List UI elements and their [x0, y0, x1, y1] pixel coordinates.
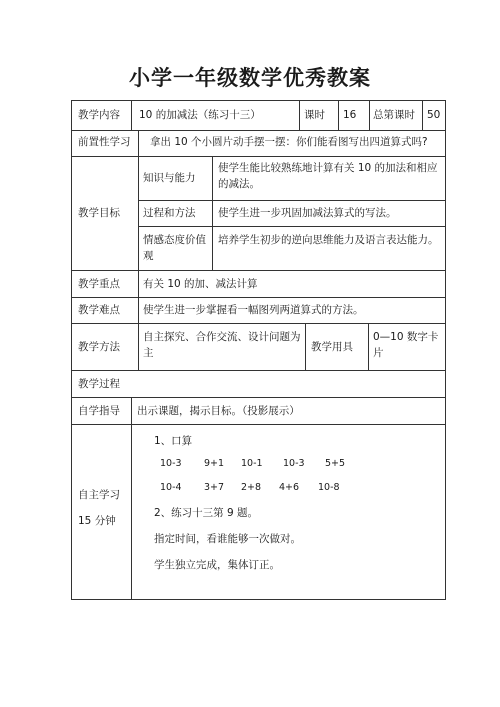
method-label: 教学方法 — [78, 341, 120, 353]
practice-title: 2、练习十三第 9 题。 — [154, 507, 259, 519]
guide-text: 出示课题，揭示目标。（投影展示） — [137, 405, 300, 417]
exercise-item: 10-1 — [241, 458, 263, 469]
key-point-text: 有关 10 的加、减法计算 — [143, 278, 258, 290]
total-label: 总第课时 — [373, 109, 415, 121]
preview-text: 拿出 10 个小圆片动手摆一摆：你们能看图写出四道算式吗? — [150, 136, 428, 148]
goal-name-process: 过程和方法 — [143, 207, 196, 219]
preview-label: 前置性学习 — [78, 136, 131, 148]
key-point-label: 教学重点 — [78, 278, 120, 290]
document-title: 小学一年级数学优秀教案 — [129, 66, 371, 90]
practice-line-1: 指定时间，看谁能够一次做对。 — [154, 533, 301, 545]
exercise-item: 9+1 — [204, 458, 225, 469]
exercise-item: 10-4 — [160, 482, 182, 493]
exercise-item: 5+5 — [325, 458, 346, 469]
tools-value: 0—10 数字卡片 — [373, 331, 439, 359]
difficulty-text: 使学生进一步掌握看一幅图列两道算式的方法。 — [143, 304, 364, 316]
oral-calc-title: 1、口算 — [154, 435, 193, 447]
exercise-item: 3+7 — [204, 482, 225, 493]
exercise-item: 10-3 — [283, 458, 305, 469]
content-value: 10 的加减法（练习十三） — [139, 109, 261, 121]
goal-name-knowledge: 知识与能力 — [143, 172, 196, 184]
total-value: 50 — [427, 109, 441, 121]
lesson-plan-table — [71, 100, 446, 600]
exercise-item: 10-3 — [160, 458, 182, 469]
difficulty-label: 教学难点 — [78, 304, 120, 316]
content-label: 教学内容 — [78, 109, 120, 121]
exercise-item: 10-8 — [318, 482, 340, 493]
process-label: 教学过程 — [78, 378, 120, 390]
self-study-label: 自主学习 — [78, 489, 120, 501]
period-value: 16 — [343, 109, 357, 121]
goal-name-attitude: 情感态度价值观 — [143, 234, 206, 262]
exercise-item: 4+6 — [279, 482, 300, 493]
goal-text-process: 使学生进一步巩固加减法算式的写法。 — [218, 207, 397, 219]
practice-line-2: 学生独立完成，集体订正。 — [154, 559, 280, 571]
goals-label: 教学目标 — [78, 207, 120, 219]
self-study-time: 15 分钟 — [78, 515, 116, 527]
exercise-item: 2+8 — [241, 482, 262, 493]
guide-label: 自学指导 — [78, 405, 120, 417]
period-label: 课时 — [304, 109, 325, 121]
goal-text-knowledge: 使学生能比较熟练地计算有关 10 的加法和相应的减法。 — [218, 162, 438, 190]
method-text: 自主探究、合作交流、设计问题为主 — [143, 331, 301, 359]
tools-label: 教学用具 — [311, 341, 353, 353]
goal-text-attitude: 培养学生初步的逆向思维能力及语言表达能力。 — [218, 234, 439, 246]
